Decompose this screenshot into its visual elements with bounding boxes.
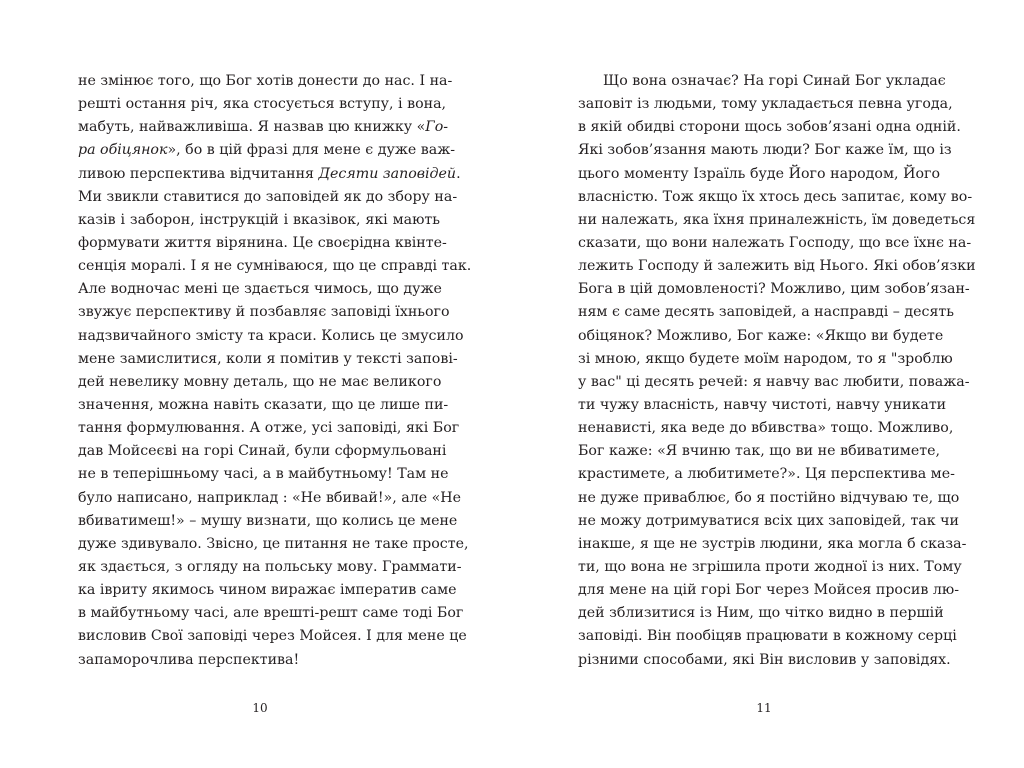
text-segment: в майбутньому часі, але врешті-решт саме тоді Бог	[78, 605, 464, 622]
text-segment: ти чужу власність, навчу чистоті, навчу уникати	[578, 396, 947, 413]
text-segment: дуже здивувало. Звісно, це питання не таке просте,	[78, 535, 469, 552]
text-segment: тання формулювання. А отже, усі заповіді, які Бог	[78, 420, 460, 437]
text-segment: Що вона означає? На горі Синай Бог укладає	[603, 73, 946, 89]
text-line	[578, 440, 940, 463]
text-line	[78, 463, 449, 486]
text-line	[578, 325, 944, 348]
text-segment: сенція моралі. І я не сумніваюся, що це справді так.	[78, 258, 472, 275]
text-line	[78, 301, 450, 324]
text-segment: решті остання річ, яка стосується вступу, і вона,	[78, 96, 447, 113]
text-segment: для мене на цій горі Бог через Мойсея просив лю-	[578, 582, 960, 599]
text-segment: не дуже приваблює, бо я постійно відчуваю те, що	[578, 489, 960, 506]
text-segment: ненависті, яка веде до вбивства» тощо. Можливо,	[578, 420, 954, 437]
text-segment: в якій обидві сторони щось зобов’язані одна одній.	[578, 119, 961, 136]
text-segment: звужує перспективу й позбавляє заповіді їхнього	[78, 304, 450, 321]
text-line	[78, 186, 458, 209]
text-segment: .	[456, 165, 461, 182]
text-segment: заповіт із людьми, тому укладається певна угода,	[578, 96, 953, 113]
text-segment: дав Мойсеєві на горі Синай, були сформульовані	[78, 443, 447, 460]
italic-text: Го-	[425, 119, 449, 136]
text-segment: власністю. Тож якщо їх хтось десь запитає, кому во-	[578, 188, 973, 205]
text-segment: було написано, наприклад : «Не вбивай!», але «Не	[78, 489, 462, 506]
text-line	[78, 278, 440, 301]
text-line	[78, 325, 464, 348]
text-segment: Але водночас мені це здається чимось, що дуже	[78, 281, 442, 298]
text-segment: Які зобов’язання мають люди? Бог каже їм, що із	[578, 142, 952, 159]
text-line	[578, 556, 962, 579]
italic-text: ра обіцянок	[78, 142, 168, 159]
text-line	[78, 440, 447, 463]
text-segment: не можу дотримуватися всіх цих заповідей, так чи	[578, 512, 959, 529]
text-line	[78, 232, 447, 255]
text-line	[78, 163, 461, 186]
text-line	[78, 394, 449, 417]
text-segment: ти, що вона не згрішила проти жодної із них. Тому	[578, 558, 962, 575]
right-page-number: 11	[756, 701, 772, 715]
text-line	[578, 301, 954, 324]
text-line	[78, 625, 467, 648]
text-segment: різними способами, які Він висловив у заповідях.	[578, 651, 951, 668]
text-segment: вбиватимеш!» – мушу визнати, що колись це мене	[78, 512, 458, 529]
text-segment: мене замислитися, коли я помітив у тексті запові-	[78, 350, 458, 367]
text-line	[78, 70, 453, 93]
text-line	[78, 487, 462, 510]
text-segment: значення, можна навіть сказати, що це лише пи-	[78, 396, 449, 413]
text-line	[578, 649, 951, 672]
right-page-body	[578, 70, 976, 672]
text-segment: ливою перспектива відчитання	[78, 165, 319, 182]
text-line	[78, 417, 460, 440]
text-segment: запаморочлива перспектива!	[78, 651, 300, 668]
text-segment: зі мною, якщо будете моїм народом, то я "зроблю	[578, 350, 953, 367]
text-segment: обіцянок? Можливо, Бог каже: «Якщо ви будете	[578, 327, 944, 344]
text-line	[78, 116, 449, 139]
text-segment: цього моменту Ізраїль буде Його народом, Його	[578, 165, 940, 182]
text-segment: Бог каже: «Я вчиню так, що ви не вбиватимете,	[578, 443, 940, 460]
text-line	[578, 186, 973, 209]
text-line	[578, 116, 961, 139]
text-line	[578, 163, 940, 186]
text-segment: лежить Господу й залежить від Нього. Які обов’язки	[578, 258, 976, 275]
text-line	[578, 579, 960, 602]
text-segment: дей невелику мовну деталь, що не має великого	[78, 373, 442, 390]
text-line	[78, 602, 464, 625]
left-page-number: 10	[252, 701, 268, 715]
text-segment: надзвичайного змісту та краси. Колись це змусило	[78, 327, 464, 344]
text-segment: сказати, що вони належать Господу, що все їхнє на-	[578, 234, 972, 251]
text-segment: у вас" ці десять речей: я навчу вас любити, поважа-	[578, 373, 970, 390]
text-segment: заповіді. Він пообіцяв працювати в кожному серці	[578, 628, 957, 645]
text-line	[78, 209, 440, 232]
text-line	[578, 139, 952, 162]
text-segment: не в теперішньому часі, а в майбутньому! Там не	[78, 466, 449, 483]
text-line	[578, 510, 959, 533]
text-segment: ни належать, яка їхня приналежність, їм доведеться	[578, 211, 976, 228]
text-segment: Ми звикли ставитися до заповідей як до збору на-	[78, 188, 458, 205]
text-line	[78, 533, 469, 556]
text-segment: дей зблизитися із Ним, що чітко видно в першій	[578, 605, 944, 622]
text-line	[578, 533, 967, 556]
italic-text: Десяти заповідей	[318, 165, 457, 182]
text-segment: », бо в цій фразі для мене є дуже важ-	[167, 142, 456, 159]
text-line	[78, 556, 462, 579]
text-line	[578, 394, 947, 417]
text-segment: формувати життя вірянина. Це своєрідна квінте-	[78, 234, 447, 251]
text-segment: як здається, з огляду на польську мову. Граммати-	[78, 558, 462, 575]
text-segment: ням є саме десять заповідей, а насправді – десять	[578, 304, 954, 321]
text-segment: не змінює того, що Бог хотів донести до нас. І на-	[78, 73, 453, 89]
text-line	[578, 417, 954, 440]
text-line	[78, 579, 457, 602]
text-line	[78, 139, 456, 162]
text-line	[578, 278, 970, 301]
text-segment: мабуть, найважливіша. Я назвав цю книжку «	[78, 119, 426, 136]
text-line	[578, 487, 960, 510]
left-page-body	[78, 70, 472, 672]
text-line	[78, 510, 458, 533]
text-line	[578, 255, 976, 278]
text-line	[578, 232, 972, 255]
text-segment: крастимете, а любитимете?». Ця перспектива ме-	[578, 466, 955, 483]
text-line	[578, 625, 957, 648]
text-line	[78, 348, 458, 371]
text-line	[78, 649, 440, 672]
text-segment: казів і заборон, інструкцій і вказівок, які мають	[78, 211, 440, 228]
text-line	[578, 209, 976, 232]
text-line	[78, 371, 440, 394]
text-line	[78, 93, 447, 116]
text-segment: інакше, я ще не зустрів людини, яка могла б сказа-	[578, 535, 967, 552]
text-line	[578, 463, 955, 486]
text-segment: висловив Свої заповіді через Мойсея. І для мене це	[78, 628, 467, 645]
text-line	[78, 255, 472, 278]
text-line	[578, 602, 944, 625]
text-line	[578, 371, 970, 394]
text-segment: Бога в цій домовленості? Можливо, цим зобов’язан-	[578, 281, 970, 298]
text-line	[578, 348, 953, 371]
text-line	[578, 93, 953, 116]
text-line	[578, 70, 946, 93]
text-segment: ка івриту якимось чином виражає імператив саме	[78, 582, 457, 599]
